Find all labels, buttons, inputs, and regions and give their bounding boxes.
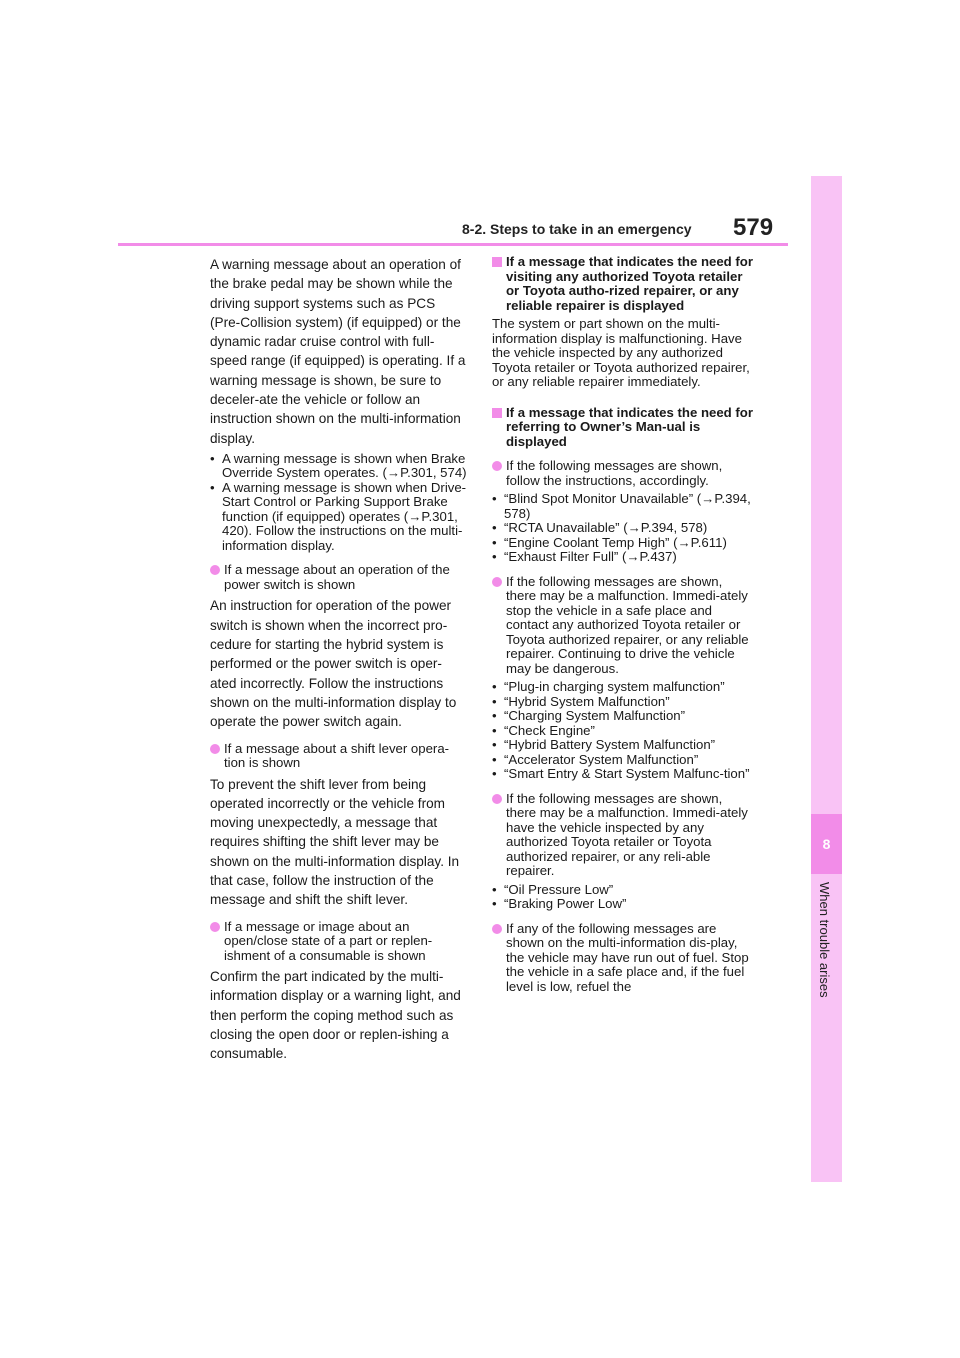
power-switch-paragraph: An instruction for operation of the power switch is shown when the incorrect pro-cedure for starting the hybrid system is performed or the power switch is oper-ated incorrectly. Follow the instructions shown on the multi-information display to operate the power switch again. <box>210 598 457 730</box>
repairer-heading: If a message that indicates the need for visiting any authorized Toyota retailer or Toyota autho-rized repairer, or any reliable repairer is displayed <box>492 255 754 313</box>
bullet-icon: • <box>492 737 497 752</box>
list-item: • “Oil Pressure Low” <box>492 881 614 897</box>
bullet-icon: • <box>492 549 497 564</box>
header-rule <box>118 243 788 246</box>
circle-bullet-icon <box>210 922 220 932</box>
circle-bullet-icon <box>492 577 502 587</box>
bullet-icon: • <box>210 450 215 466</box>
list-item: • “Braking Power Low” <box>492 896 627 911</box>
follow-instructions-heading: If the following messages are shown, follow the instructions, accordingly. <box>492 459 754 488</box>
shift-lever-heading: If a message about a shift lever opera-tion is shown <box>210 742 468 771</box>
circle-bullet-icon <box>210 744 220 754</box>
bullet-icon: • <box>492 520 497 535</box>
chapter-side-tab <box>811 176 842 1182</box>
shift-lever-paragraph: To prevent the shift lever from being operated incorrectly or the vehicle from moving unexpectedly, a message that requires shifting the shift lever may be shown on the multi-information display. In that case, follow the instruction of the message and shift the shift lever. <box>210 776 460 908</box>
power-switch-heading: If a message about an operation of the power switch is shown <box>210 563 468 592</box>
list-item: • “Hybrid Battery System Malfunction” <box>492 737 716 752</box>
page-number: 579 <box>733 214 774 241</box>
list-item: • “Engine Coolant Temp High” (→P.611) <box>492 534 727 550</box>
circle-bullet-icon <box>492 924 502 934</box>
list-item: • “Blind Spot Monitor Unavailable” (→P.394, 578) <box>492 491 751 521</box>
list-item: • “Charging System Malfunction” <box>492 708 686 723</box>
circle-bullet-icon <box>492 461 502 471</box>
list-item: • “Exhaust Filter Full” (→P.437) <box>492 549 677 564</box>
open-close-heading: If a message or image about an open/close state of a part or replen-ishment of a consumable is shown <box>210 920 468 964</box>
list-item: • “Smart Entry & Start System Malfunc-tion” <box>492 766 750 781</box>
bullet-icon: • <box>492 679 497 694</box>
bullet-icon: • <box>210 479 215 495</box>
intro-bullet-list <box>210 452 468 554</box>
chapter-label: When trouble arises <box>817 882 832 998</box>
bullet-icon: • <box>492 693 497 709</box>
list-item: • “Hybrid System Malfunction” <box>492 693 670 709</box>
list-item: • A warning message is shown when Drive-Start Control or Parking Support Brake function (if equipped) operates (→P.301, 420). Follow the instructions on the multi-information display. <box>210 479 467 553</box>
circle-bullet-icon <box>210 565 220 575</box>
bullet-icon: • <box>492 881 497 897</box>
inspect-vehicle-heading: If the following messages are shown, there may be a malfunction. Immedi-ately have the vehicle inspected by any authorized Toyota retailer or Toyota authorized repairer, or any reli-able repairer. <box>492 792 754 879</box>
section-title: 8-2. Steps to take in an emergency <box>462 221 692 237</box>
list-item: • “Check Engine” <box>492 722 595 738</box>
bullet-icon: • <box>492 534 497 550</box>
bullet-icon: • <box>492 766 497 781</box>
square-bullet-icon <box>492 257 502 267</box>
inspect-vehicle-list <box>492 883 754 912</box>
bullet-icon: • <box>492 751 497 767</box>
right-column <box>492 255 754 998</box>
repairer-paragraph: The system or part shown on the multi-information display is malfunctioning. Have the vehicle inspected by any authorized Toyota retailer or Toyota authorized repairer, or any reliable repairer immediately. <box>492 316 750 389</box>
stop-vehicle-heading: If the following messages are shown, there may be a malfunction. Immedi-ately stop the vehicle in a safe place and contact any authorized Toyota retailer or Toyota authorized repairer, or any reliable repairer. Continuing to drive the vehicle may be dangerous. <box>492 575 754 677</box>
fuel-heading: If any of the following messages are shown on the multi-information dis-play, the vehicle may have run out of fuel. Stop the vehicle in a safe place and, if the fuel level is low, refuel the <box>492 922 754 995</box>
list-item: • “Accelerator System Malfunction” <box>492 751 699 767</box>
intro-paragraph: A warning message about an operation of the brake pedal may be shown while the driving support systems such as PCS (Pre-Collision system) (if equipped) or the dynamic radar cruise control with full-speed range (if equipped) is operating. If a warning message is shown, be sure to deceler-ate the vehicle or follow an instruction shown on the multi-information display. <box>210 257 466 446</box>
left-column <box>210 255 468 1068</box>
bullet-icon: • <box>492 491 497 506</box>
bullet-icon: • <box>492 708 497 723</box>
open-close-paragraph: Confirm the part indicated by the multi-information display or a warning light, and then perform the coping method such as closing the open door or replen-ishing a consumable. <box>210 969 461 1062</box>
bullet-icon: • <box>492 722 497 738</box>
bullet-icon: • <box>492 896 497 911</box>
circle-bullet-icon <box>492 794 502 804</box>
list-item: • A warning message is shown when Brake Override System operates. (→P.301, 574) <box>210 450 467 481</box>
owners-manual-heading: If a message that indicates the need for referring to Owner’s Man-ual is displayed <box>492 406 754 450</box>
square-bullet-icon <box>492 408 502 418</box>
list-item: • “RCTA Unavailable” (→P.394, 578) <box>492 520 708 535</box>
chapter-number: 8 <box>811 814 842 874</box>
stop-vehicle-list <box>492 680 754 782</box>
list-item: • “Plug-in charging system malfunction” <box>492 679 725 694</box>
follow-instructions-list <box>492 492 754 565</box>
